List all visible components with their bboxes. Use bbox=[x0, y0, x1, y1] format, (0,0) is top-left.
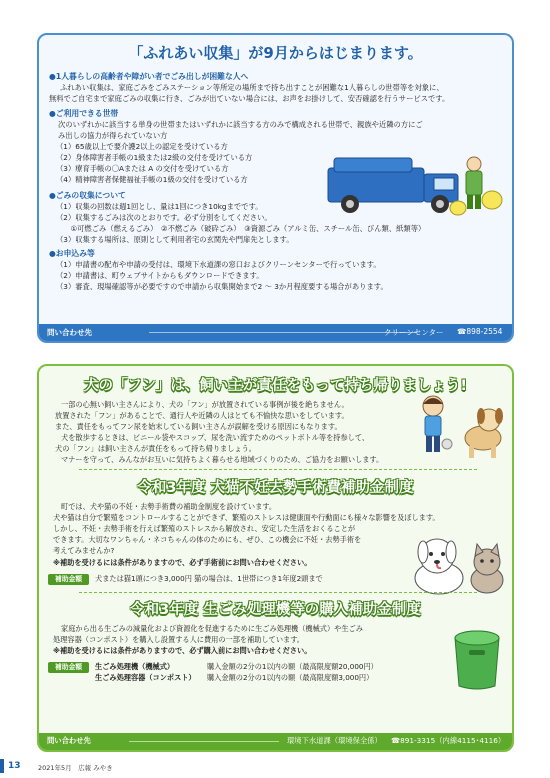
contact-place: 環境下水道課（環境保全係） bbox=[287, 736, 382, 745]
condition-item: （1）65歳以上で要介護2以上の認定を受けている方 bbox=[56, 142, 228, 151]
subsidy-amount-tag: 補助金額 bbox=[48, 662, 89, 673]
apply-item: （2）申請書は、町ウェブサイトからもダウンロードできます。 bbox=[56, 271, 264, 280]
garbage-text-line: 処理容器（コンポスト）を購入し設置する人に費用の一部を補助しています。 bbox=[53, 635, 304, 644]
collection-item: （1）収集の回数は週1回とし、量は1回につき10kgまでです。 bbox=[56, 202, 263, 211]
page-number-bar bbox=[0, 759, 4, 773]
contact-bar bbox=[39, 733, 512, 750]
pet-condition-note: ※補助を受けるには条件がありますので、必ず手術前にお問い合わせください。 bbox=[53, 558, 312, 567]
intro-line: ふれあい収集は、家庭ごみをごみステーション等所定の場所まで持ち出すことが困難な1人暮らしの世帯等を対象に、 bbox=[60, 83, 444, 92]
dog-text-line: 放置された「フン」があることで、通行人や近隣の人はとても不愉快な思いをしています。 bbox=[55, 411, 349, 420]
compost-bin-illustration bbox=[447, 628, 507, 694]
pet-surgery-banner: 令和3年度 犬猫不妊去勢手術費補助金制度 bbox=[137, 480, 414, 496]
garbage-item-amount: 購入金額の2分の1以内の額（最高限度額3,000円） bbox=[207, 673, 374, 682]
contact-phone: ☎891-3315（内線4115･4116） bbox=[391, 736, 506, 745]
garbage-processor-banner: 令和3年度 生ごみ処理機等の購入補助金制度 bbox=[130, 602, 421, 618]
collection-heading: ●ごみの収集について bbox=[49, 191, 126, 200]
pet-text-line: 町では、犬や猫の不妊・去勢手術費の補助金制度を設けています。 bbox=[61, 502, 277, 511]
collection-item: ①可燃ごみ（燃えるごみ） ②不燃ごみ（破砕ごみ） ③資源ごみ（アルミ缶、スチール缶、びん類、紙類等） bbox=[56, 224, 426, 233]
apply-item: （3）審査、現場確認等が必要ですので申請から収集開始まで2 ～ 3か月程度要する場合があります。 bbox=[56, 282, 388, 291]
pet-text-line: 考えてみませんか? bbox=[53, 546, 115, 555]
intro-line: 無料でご自宅まで家庭ごみの収集に行き、ごみが出ていない場合には、お声をお掛けして、安否確認を行うサービスです。 bbox=[49, 94, 450, 103]
contact-bar bbox=[39, 324, 512, 341]
divider bbox=[129, 741, 279, 742]
apply-item: （1）申請書の配布や申請の受付は、環境下水道課の窓口およびクリーンセンターで行っています。 bbox=[56, 260, 381, 269]
dashed-divider bbox=[79, 469, 477, 470]
pet-subsidy-amount: 犬または猫1頭につき3,000円 猫の場合は、1世帯につき1年度2頭まで bbox=[95, 574, 323, 583]
garbage-truck-illustration bbox=[324, 138, 504, 220]
dashed-divider bbox=[79, 592, 477, 593]
divider bbox=[149, 332, 417, 333]
issue-info: 2021年5月 広報 みやき bbox=[38, 764, 113, 772]
contact-place: クリーンセンター bbox=[384, 328, 444, 337]
contact-label: 問い合わせ先 bbox=[47, 736, 91, 745]
contact-label: 問い合わせ先 bbox=[47, 328, 92, 337]
collection-item: （2）収集するごみは次のとおりです。必ず分別をしてください。 bbox=[56, 213, 272, 222]
pet-text-line: 犬や猫は自分で繁殖をコントロールすることができず、繁殖のストレスは健康面や行動面にも様々な影響を及ぼします。 bbox=[53, 513, 440, 522]
condition-item: （3）療育手帳の〇Aまたは A の交付を受けている方 bbox=[56, 164, 229, 173]
garbage-item-amount: 購入金額の2分の1以内の額（最高限度額20,000円） bbox=[207, 662, 378, 671]
conditions-intro: み出しの協力が得られていない方 bbox=[58, 131, 168, 140]
pet-text-line: しかし、不妊・去勢手術を行えば繁殖のストレスから解放され、安定した生活をおくることが bbox=[53, 524, 356, 533]
fureai-collection-section bbox=[37, 33, 514, 343]
dog-text-line: また、責任をもってフン尿を始末している飼い主さんが誤解を受ける原因にもなります。 bbox=[55, 422, 342, 431]
dog-text-line: 犬の「フン」は飼い主さんが責任をもって持ち帰りましょう。 bbox=[55, 444, 256, 453]
dog-text-line: マナーを守って、みんながお互いに気持ちよく暮らせる地域づくりのため、ご協力をお願いします。 bbox=[61, 455, 384, 464]
garbage-item-name: 生ごみ処理容器（コンポスト） bbox=[95, 673, 196, 682]
apply-heading: ●お申込み等 bbox=[49, 249, 95, 258]
subsidy-amount-tag: 補助金額 bbox=[48, 574, 89, 585]
contact-phone: ☎898-2554 bbox=[457, 327, 503, 336]
dog-text-line: 犬を散歩するときは、ビニール袋やスコップ、尿を洗い流すためのペットボトル等を持参して、 bbox=[61, 433, 370, 442]
pet-text-line: できます。大切なワンちゃん・ネコちゃんの体のためにも、ぜひ、この機会に不妊・去勢手術を bbox=[53, 535, 362, 544]
conditions-heading: ●ご利用できる世帯 bbox=[49, 109, 119, 118]
boy-with-dog-illustration bbox=[411, 392, 511, 464]
section-title: 「ふれあい収集」が9月からはじまります。 bbox=[128, 44, 423, 62]
dog-waste-banner: 犬の「フン」は、飼い主が責任をもって持ち帰りましょう! bbox=[83, 378, 468, 394]
dog-and-cat-illustration bbox=[407, 534, 511, 596]
garbage-item-name: 生ごみ処理機（機械式） bbox=[95, 662, 175, 671]
page-number: 13 bbox=[8, 761, 21, 771]
garbage-text-line: 家庭から出る生ごみの減量化および資源化を促進するために生ごみ処理機（機械式）や生ごみ bbox=[61, 624, 363, 633]
dog-text-line: 一部の心無い飼い主さんにより、犬の「フン」が放置されている事例が後を絶ちません。 bbox=[61, 400, 349, 409]
condition-item: （2）身体障害者手帳の1級または2級の交付を受けている方 bbox=[56, 153, 253, 162]
pet-and-subsidy-section bbox=[37, 364, 514, 752]
condition-item: （4）精神障害者保健福祉手帳の1級の交付を受けている方 bbox=[56, 175, 248, 184]
conditions-intro: 次のいずれかに該当する単身の世帯またはいずれかに該当する方のみで構成される世帯で、親族や近隣の方にご bbox=[58, 120, 423, 129]
target-heading: ●1人暮らしの高齢者や障がい者でごみ出しが困難な人へ bbox=[49, 72, 249, 81]
garbage-condition-note: ※補助を受けるには条件がありますので、必ず購入前にお問い合わせください。 bbox=[53, 646, 312, 655]
collection-item: （3）収集する場所は、原則として利用者宅の玄関先や門扉先とします。 bbox=[56, 235, 294, 244]
